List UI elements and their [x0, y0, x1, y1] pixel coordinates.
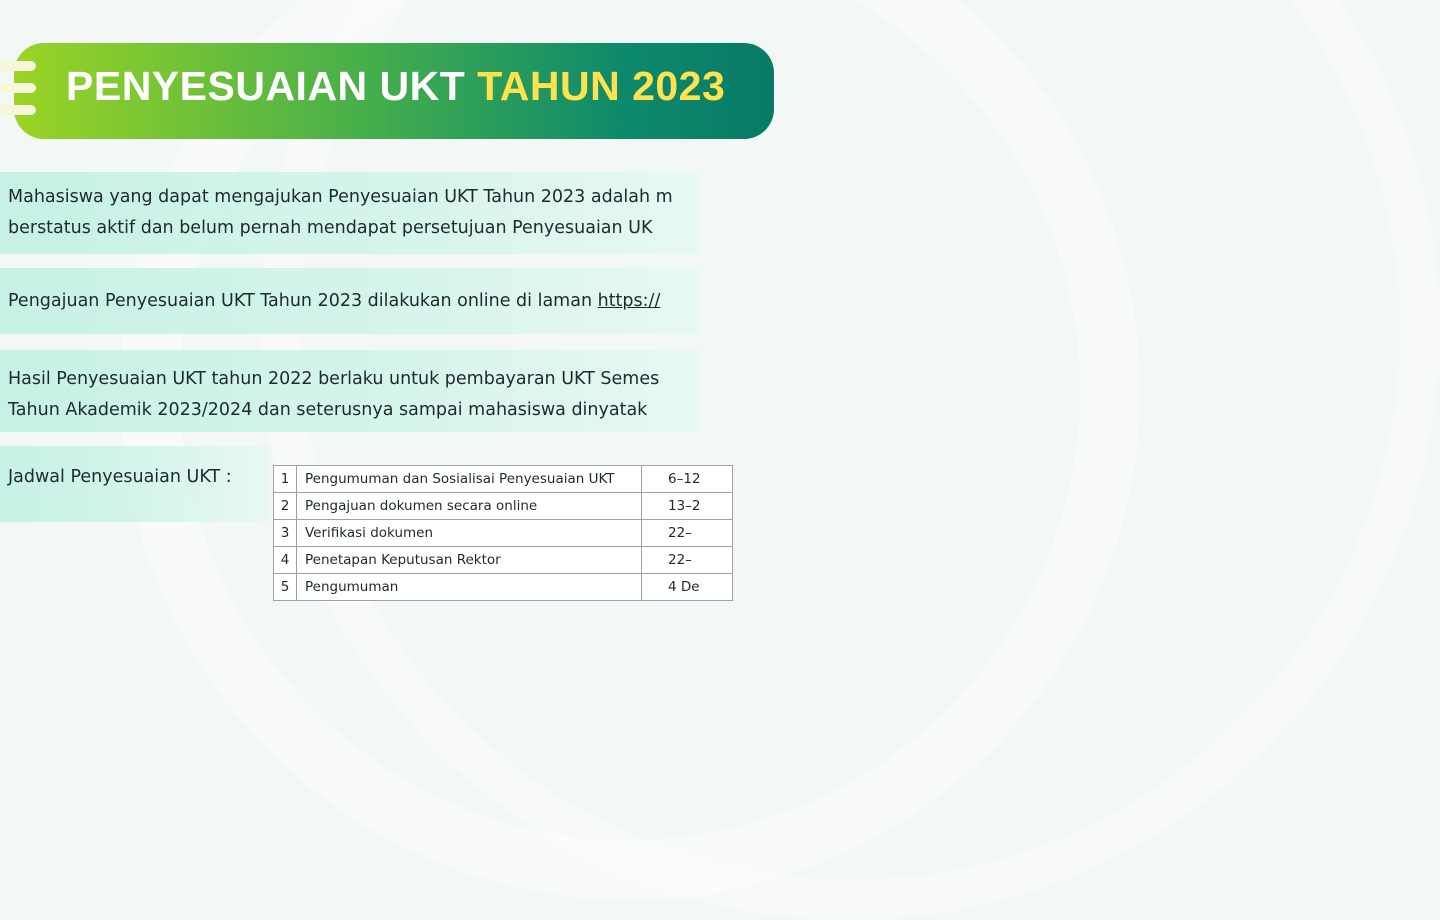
row-activity: Pengumuman dan Sosialisai Penyesuaian UKT — [297, 466, 642, 493]
result-paragraph — [0, 350, 700, 432]
row-number: 4 — [274, 547, 297, 574]
row-number: 2 — [274, 493, 297, 520]
table-row — [274, 466, 733, 493]
result-line-1: Hasil Penyesuaian UKT tahun 2022 berlaku untuk pembayaran UKT Semes — [8, 369, 660, 389]
schedule-label-block — [0, 446, 270, 522]
eligibility-line-2: berstatus aktif dan belum pernah mendapat persetujuan Penyesuaian UK — [8, 218, 653, 238]
row-number: 1 — [274, 466, 297, 493]
title-highlight: TAHUN 2023 — [477, 63, 726, 109]
row-date: 4 De — [642, 574, 733, 601]
row-number: 5 — [274, 574, 297, 601]
page-title — [66, 63, 725, 110]
title-main: PENYESUAIAN UKT — [66, 63, 466, 109]
stripes-decoration — [0, 61, 54, 121]
result-line-2: Tahun Akademik 2023/2024 dan seterusnya sampai mahasiswa dinyatak — [8, 400, 648, 420]
submission-line — [8, 286, 700, 317]
row-date: 22– — [642, 520, 733, 547]
table-row — [274, 493, 733, 520]
table-row — [274, 574, 733, 601]
row-activity: Penetapan Keputusan Rektor — [297, 547, 642, 574]
schedule-label: Jadwal Penyesuaian UKT : — [8, 467, 232, 487]
eligibility-paragraph — [0, 172, 700, 254]
submission-link[interactable]: https:// — [597, 291, 661, 311]
submission-text: Pengajuan Penyesuaian UKT Tahun 2023 dilakukan online di laman — [8, 291, 598, 311]
row-date: 6–12 — [642, 466, 733, 493]
row-activity: Pengajuan dokumen secara online — [297, 493, 642, 520]
title-banner — [14, 43, 774, 139]
eligibility-line-1: Mahasiswa yang dapat mengajukan Penyesuaian UKT Tahun 2023 adalah m — [8, 187, 673, 207]
row-number: 3 — [274, 520, 297, 547]
table-row — [274, 520, 733, 547]
submission-paragraph — [0, 268, 700, 334]
schedule-table — [273, 465, 733, 601]
row-date: 22– — [642, 547, 733, 574]
row-activity: Pengumuman — [297, 574, 642, 601]
row-date: 13–2 — [642, 493, 733, 520]
row-activity: Verifikasi dokumen — [297, 520, 642, 547]
table-row — [274, 547, 733, 574]
